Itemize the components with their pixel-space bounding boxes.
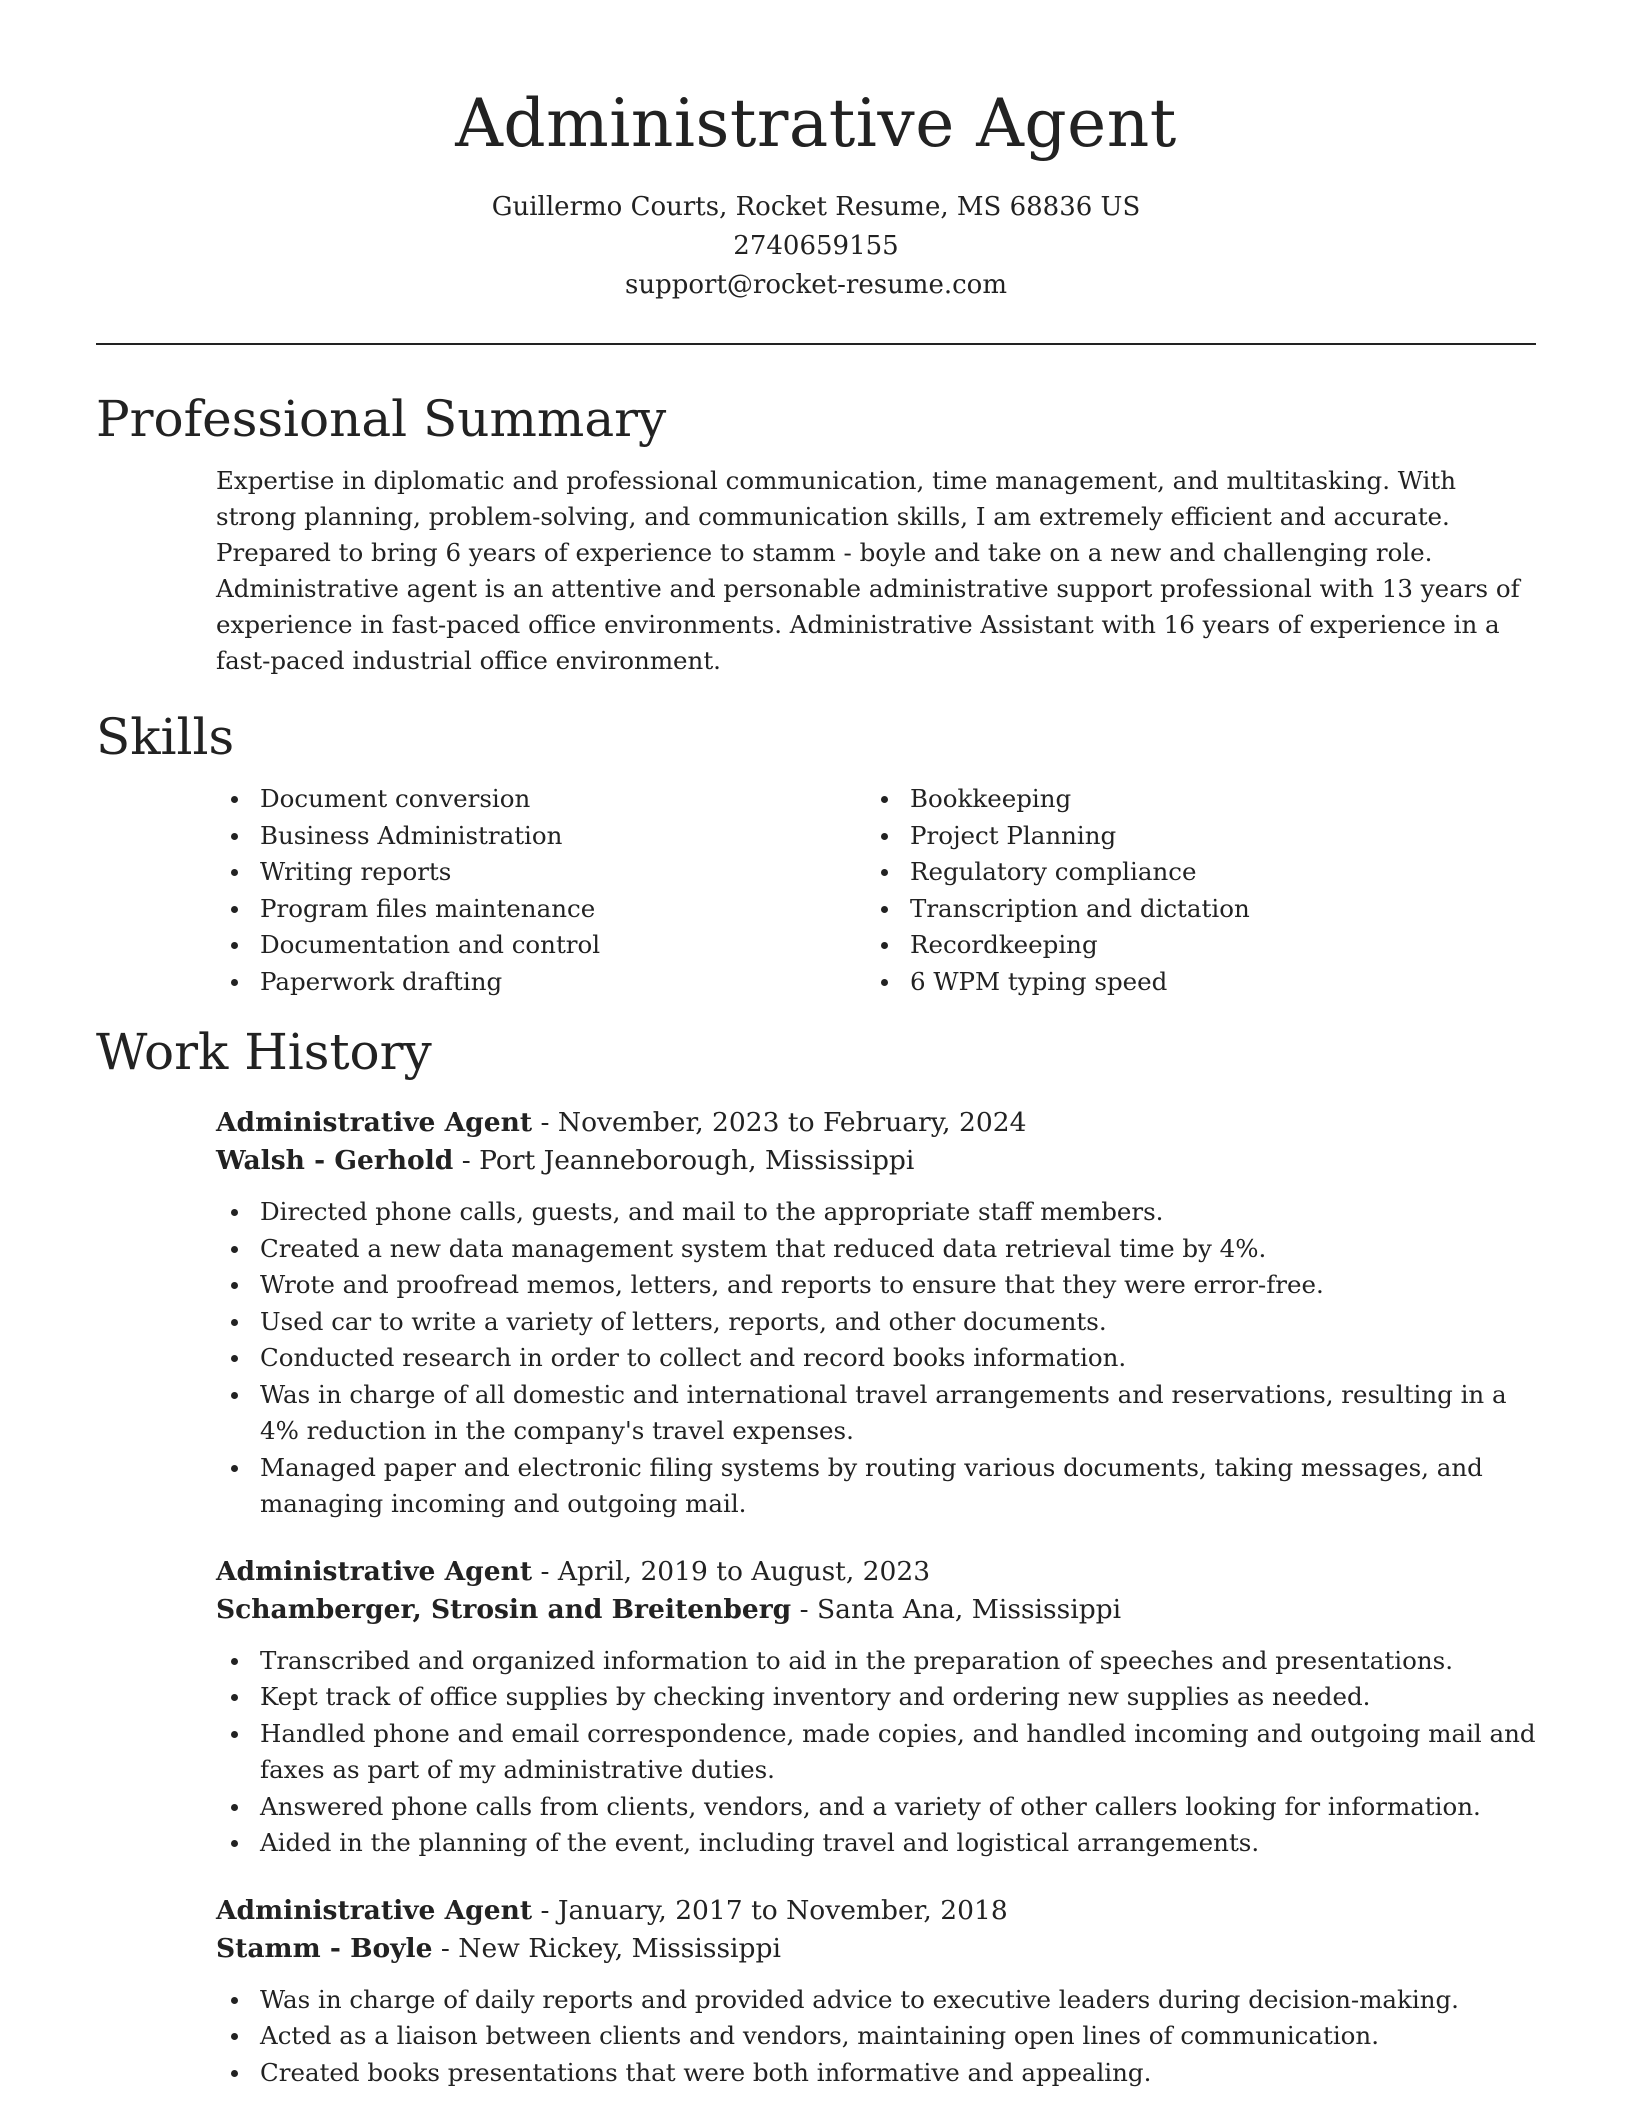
header-divider	[96, 343, 1536, 345]
job-dates: - January, 2017 to November, 2018	[532, 1894, 1008, 1926]
summary-title: Professional Summary	[96, 390, 667, 448]
skill-item: Documentation and control	[216, 927, 866, 964]
skill-item: Writing reports	[216, 854, 866, 891]
job-duty: Kept track of office supplies by checking inventory and ordering new supplies as needed.	[216, 1679, 1536, 1716]
job-duty: Directed phone calls, guests, and mail to the appropriate staff members.	[216, 1194, 1536, 1231]
job-duty: Managed paper and electronic filing systems by routing various documents, taking messages, and managing incoming and outgoing mail.	[216, 1450, 1536, 1523]
resume-header	[96, 0, 1536, 305]
job-title-line	[216, 1892, 1536, 1930]
job-company-line	[216, 1930, 1536, 1968]
resume-name: Administrative Agent	[455, 85, 1177, 162]
job-company: Schamberger, Strosin and Breitenberg	[216, 1593, 792, 1625]
job-role: Administrative Agent	[216, 1555, 533, 1587]
skills-title: Skills	[96, 708, 235, 766]
skill-item: Document conversion	[216, 781, 866, 818]
job-duty: Used car to write a variety of letters, reports, and other documents.	[216, 1304, 1536, 1341]
skills-grid	[216, 781, 1536, 1000]
job-title-line	[216, 1104, 1536, 1142]
summary-section	[96, 389, 1536, 679]
job-company-line	[216, 1142, 1536, 1180]
skill-item: Regulatory compliance	[866, 854, 1516, 891]
job-duties-list	[216, 1982, 1536, 2092]
job-entry	[216, 1892, 1536, 2092]
summary-text: Expertise in diplomatic and professional communication, time management, and multitasking. With strong planning, problem-solving, and communication skills, I am extremely efficient and accurate. Prepared to bring 6 years of experience to stamm - boyle and take on a new and challenging role. Administrative agent is an attentive and personable administrative support professional with 13 years of experience in fast-paced office environments. Administrative Assistant with 16 years of experience in a fast-paced industrial office environment.	[216, 466, 1520, 675]
job-duties-list	[216, 1643, 1536, 1862]
skills-column-right	[866, 781, 1516, 1000]
job-role: Administrative Agent	[216, 1894, 533, 1926]
skill-item: Paperwork drafting	[216, 964, 866, 1001]
job-dates: - April, 2019 to August, 2023	[532, 1555, 931, 1587]
job-title-line	[216, 1553, 1536, 1591]
job-location: - New Rickey, Mississippi	[432, 1932, 781, 1964]
skill-item: Program files maintenance	[216, 891, 866, 928]
job-dates: - November, 2023 to February, 2024	[532, 1107, 1027, 1138]
job-entry	[216, 1104, 1536, 1523]
skill-item: 6 WPM typing speed	[866, 964, 1516, 1001]
job-duty: Aided in the planning of the event, including travel and logistical arrangements.	[216, 1825, 1536, 1862]
job-duty: Answered phone calls from clients, vendors, and a variety of other callers looking for information.	[216, 1789, 1536, 1826]
job-duty: Created a new data management system that reduced data retrieval time by 4%.	[216, 1231, 1536, 1268]
job-company: Walsh - Gerhold	[216, 1145, 454, 1176]
job-duty: Was in charge of daily reports and provided advice to executive leaders during decision-making.	[216, 1982, 1536, 2019]
skill-item: Project Planning	[866, 818, 1516, 855]
job-entry	[216, 1553, 1536, 1862]
job-company: Stamm - Boyle	[216, 1932, 433, 1964]
job-duty: Handled phone and email correspondence, made copies, and handled incoming and outgoing mail and faxes as part of my administrative duties.	[216, 1716, 1536, 1789]
job-location: - Port Jeanneborough, Mississippi	[453, 1145, 915, 1176]
job-duty: Transcribed and organized information to aid in the preparation of speeches and presentations.	[216, 1643, 1536, 1680]
work-history-section	[96, 1022, 1536, 2091]
job-duty: Wrote and proofread memos, letters, and reports to ensure that they were error-free.	[216, 1267, 1536, 1304]
work-history-title: Work History	[96, 1023, 432, 1081]
job-duty: Acted as a liaison between clients and vendors, maintaining open lines of communication.	[216, 2018, 1536, 2055]
skills-column-left	[216, 781, 866, 1000]
skill-item: Recordkeeping	[866, 927, 1516, 964]
contact-address: Guillermo Courts, Rocket Resume, MS 68836 US	[491, 192, 1141, 222]
contact-phone: 2740659155	[733, 231, 899, 261]
job-duty: Was in charge of all domestic and international travel arrangements and reservations, resulting in a 4% reduction in the company's travel expenses.	[216, 1377, 1536, 1450]
job-company-line	[216, 1591, 1536, 1629]
skills-section	[96, 707, 1536, 1000]
skill-item: Bookkeeping	[866, 781, 1516, 818]
job-location: - Santa Ana, Mississippi	[791, 1593, 1122, 1625]
skill-item: Business Administration	[216, 818, 866, 855]
job-duties-list	[216, 1194, 1536, 1523]
job-duty: Conducted research in order to collect and record books information.	[216, 1340, 1536, 1377]
resume-page	[96, 0, 1536, 2091]
job-role: Administrative Agent	[216, 1107, 533, 1138]
skill-item: Transcription and dictation	[866, 891, 1516, 928]
contact-email[interactable]: support@rocket-resume.com	[624, 270, 1007, 300]
job-duty: Created books presentations that were both informative and appealing.	[216, 2055, 1536, 2092]
